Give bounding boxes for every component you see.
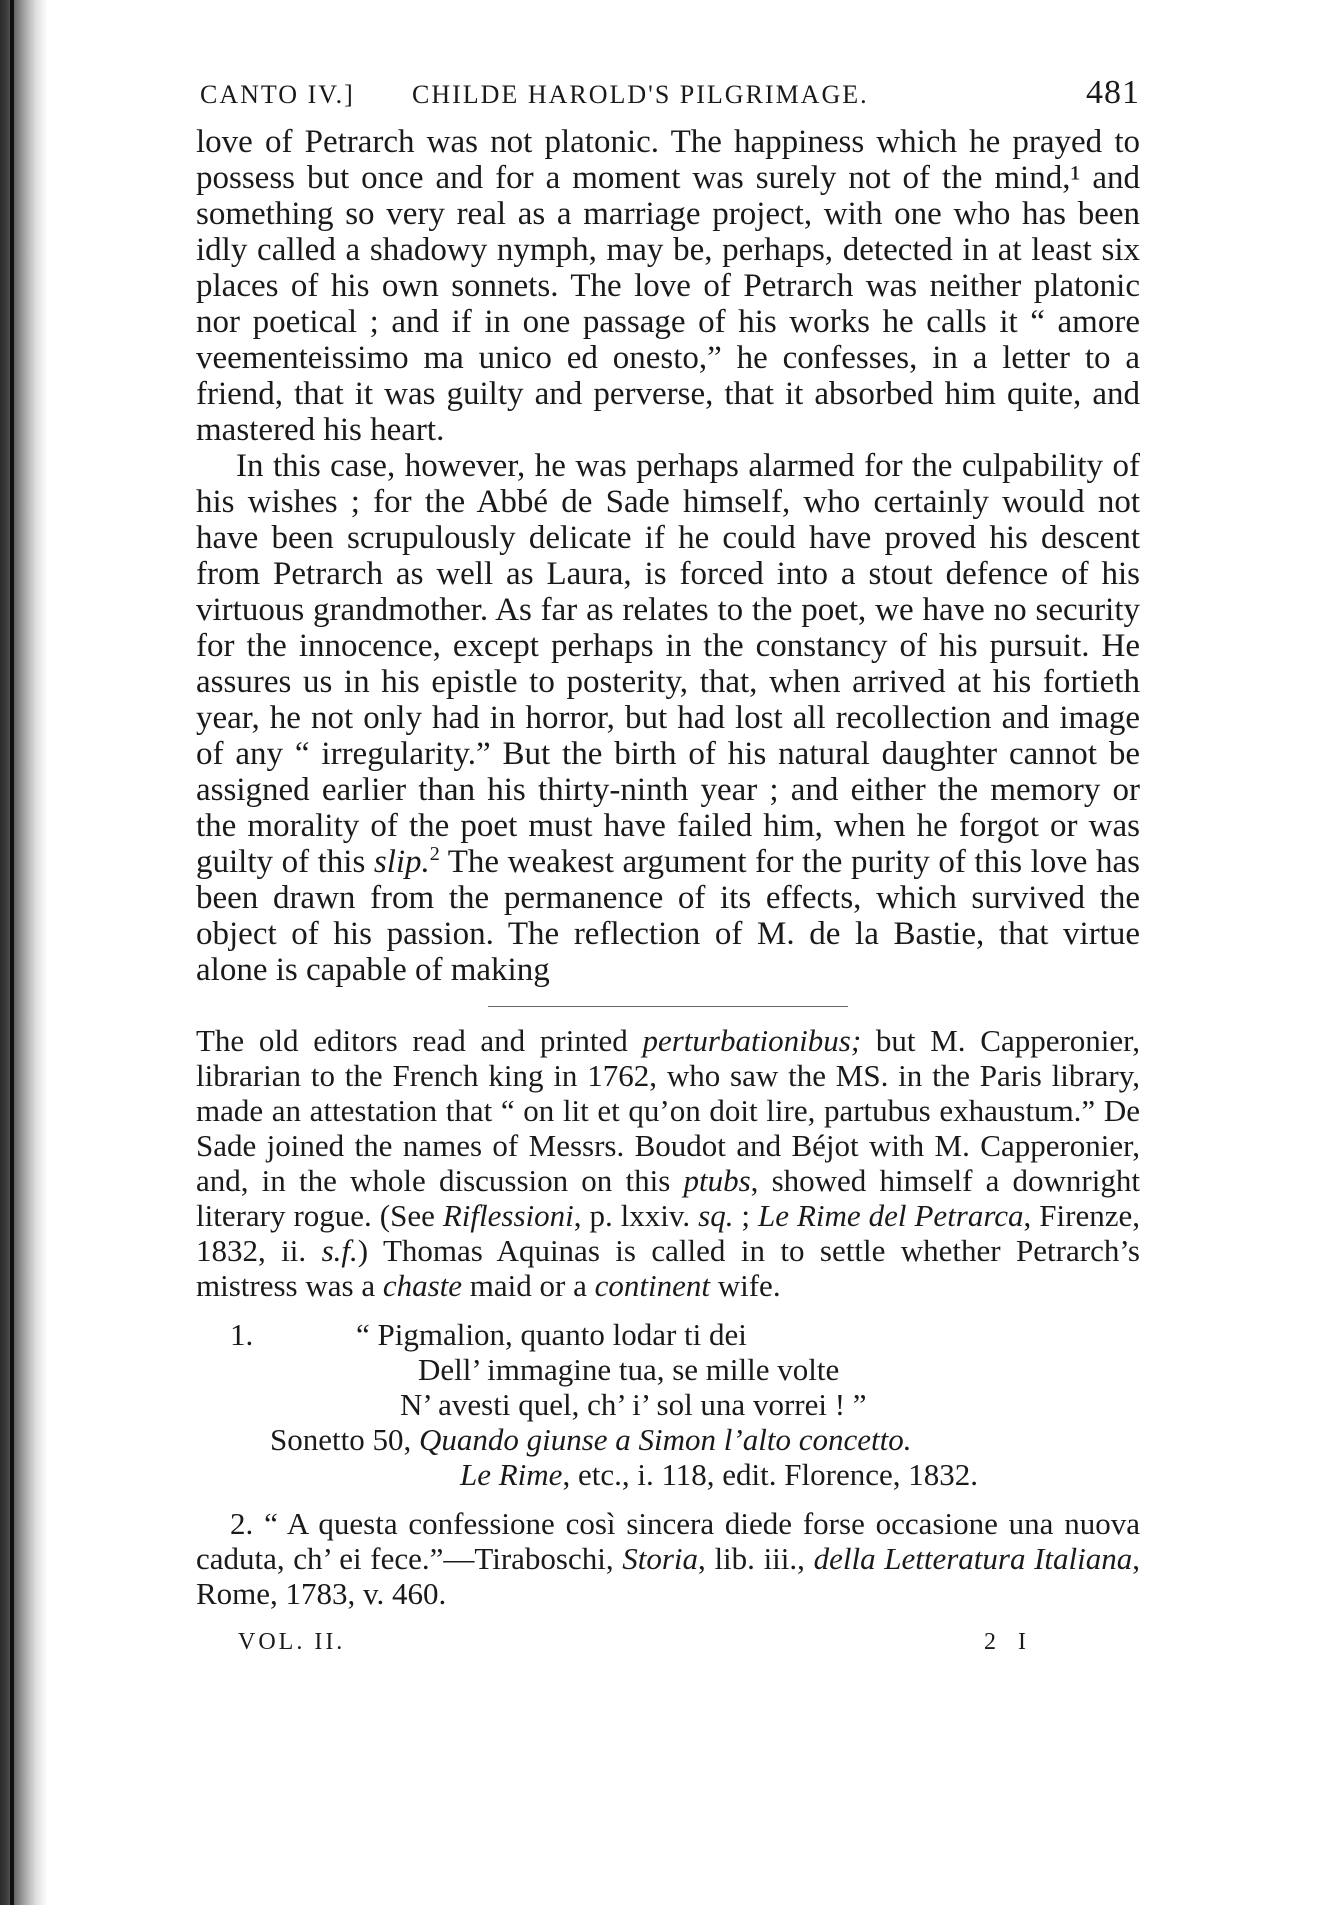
paragraph-1: love of Petrarch was not platonic. The happiness which he prayed to possess but once and for a moment was surely not of the mind,¹ and something so very real as a marriage project, with one who has been idly called a shadowy nymph, may be, perhaps, detected in at least six places of his own sonnets. The love of Petrarch was neither platonic nor poetical ; and if in one passage of his works he calls it “ amore veementeissimo ma unico ed onesto,” he confesses, in a letter to a friend, that it was guilty and perverse, that it absorbed him quite, and mastered his heart. <box>196 124 1140 448</box>
page <box>196 74 1140 1663</box>
fn-italic: continent <box>594 1268 710 1303</box>
fn-text: The old editors read and printed <box>196 1023 643 1058</box>
fn2-text: , Rome, 1783, v. 460. <box>196 1541 1141 1611</box>
footnote-ref-2: 2 <box>429 843 440 865</box>
fn-italic: Le Rime del Petrarca <box>758 1198 1024 1233</box>
fn-italic: Riflessioni <box>442 1198 574 1233</box>
verse-source-2 <box>196 1457 1140 1492</box>
fn-italic: chaste <box>382 1268 463 1303</box>
fn-text: ; <box>733 1198 759 1233</box>
source-italic: Quando giunse a Simon l’alto concetto. <box>418 1422 912 1457</box>
paragraph-2-part-b: The weakest argument for the purity of this love has been drawn from the permanence of its effects, which survived the object of his passion. The reflection of M. de la Bastie, that virtue alone is capable of making <box>196 844 1140 988</box>
signature-mark: 2 I <box>984 1629 1034 1655</box>
canto-label: CANTO IV.] <box>200 80 355 109</box>
fn-text: , showed himself a downright literary rogue. (See <box>196 1163 1140 1233</box>
volume-label: VOL. II. <box>238 1629 346 1655</box>
source-text: Sonetto 50, <box>270 1422 419 1457</box>
book-spine-shadow <box>0 0 48 1905</box>
footnote-divider <box>488 1006 848 1009</box>
fn-text: but M. Capperonier, librarian to the French king in 1762, who saw the MS. in the Paris library, made an attestation that “ on lit et qu’on doit lire, partubus exhaustum.” De Sade joined the names of Messrs. Boudot and Béjot with M. Capperonier, and, in the whole discussion on this <box>196 1023 1140 1198</box>
slip-italic: slip. <box>373 844 430 880</box>
book-spine-edge <box>10 0 14 1905</box>
fn-text: , p. lxxiv. <box>573 1198 699 1233</box>
fn-italic: perturbationibus; <box>642 1023 862 1058</box>
fn-text: maid or a <box>462 1268 595 1303</box>
fn2-text: , lib. iii., <box>698 1541 814 1576</box>
footnote-continuation <box>196 1023 1140 1303</box>
source-italic: Le Rime <box>460 1457 563 1492</box>
verse-line-2: Dell’ immagine tua, se mille volte <box>418 1352 840 1387</box>
footnote-2 <box>196 1506 1140 1611</box>
verse-source-1 <box>196 1422 1140 1457</box>
page-footer <box>196 1629 1140 1663</box>
footnotes <box>196 1023 1140 1611</box>
footnote-1 <box>196 1317 1140 1492</box>
page-number: 481 <box>1086 74 1140 111</box>
paragraph-2-part-a: In this case, however, he was perhaps alarmed for the culpability of his wishes ; for the Abbé de Sade himself, who certainly would not have been scrupulously delicate if he could have proved his descent from Petrarch as well as Laura, is forced into a stout defence of his virtuous grandmother. As far as relates to the poet, we have no security for the innocence, except perhaps in the constancy of his pursuit. He assures us in his epistle to posterity, that, when arrived at his fortieth year, he not only had in horror, but had lost all recollection and image of any “ irregularity.” But the birth of his natural daughter cannot be assigned earlier than his thirty-ninth year ; and either the memory or the morality of the poet must have failed him, when he forgot or was guilty of this <box>196 448 1140 880</box>
book-title: CHILDE HAROLD'S PILGRIMAGE. <box>412 80 869 109</box>
fn2-italic: Storia <box>622 1541 699 1576</box>
main-text <box>196 124 1140 988</box>
fn-text: ) Thomas Aquinas is called in to settle whether Petrarch’s mistress was a <box>196 1233 1141 1303</box>
fn-italic: sq. <box>698 1198 734 1233</box>
fn-text: wife. <box>709 1268 781 1303</box>
fn2-italic: della Letteratura Italiana <box>813 1541 1133 1576</box>
source-text: , etc., i. 118, edit. Florence, 1832. <box>562 1457 978 1492</box>
running-head <box>196 74 1140 114</box>
footnote-2-text <box>196 1506 1140 1611</box>
fn2-text: 2. “ A questa confessione così sincera diede forse occasione una nuova caduta, ch’ ei fece.”—Tiraboschi, <box>196 1506 1140 1576</box>
fn-italic: ptubs <box>683 1163 751 1198</box>
fn-text: , Firenze, 1832, ii. <box>196 1198 1140 1268</box>
verse-line-3: N’ avesti quel, ch’ i’ sol una vorrei ! ” <box>400 1387 867 1422</box>
fn-italic: s.f. <box>321 1233 358 1268</box>
verse-line-1: “ Pigmalion, quanto lodar ti dei <box>356 1317 747 1352</box>
footnote-1-number: 1. <box>230 1317 254 1352</box>
paragraph-2 <box>196 448 1140 988</box>
